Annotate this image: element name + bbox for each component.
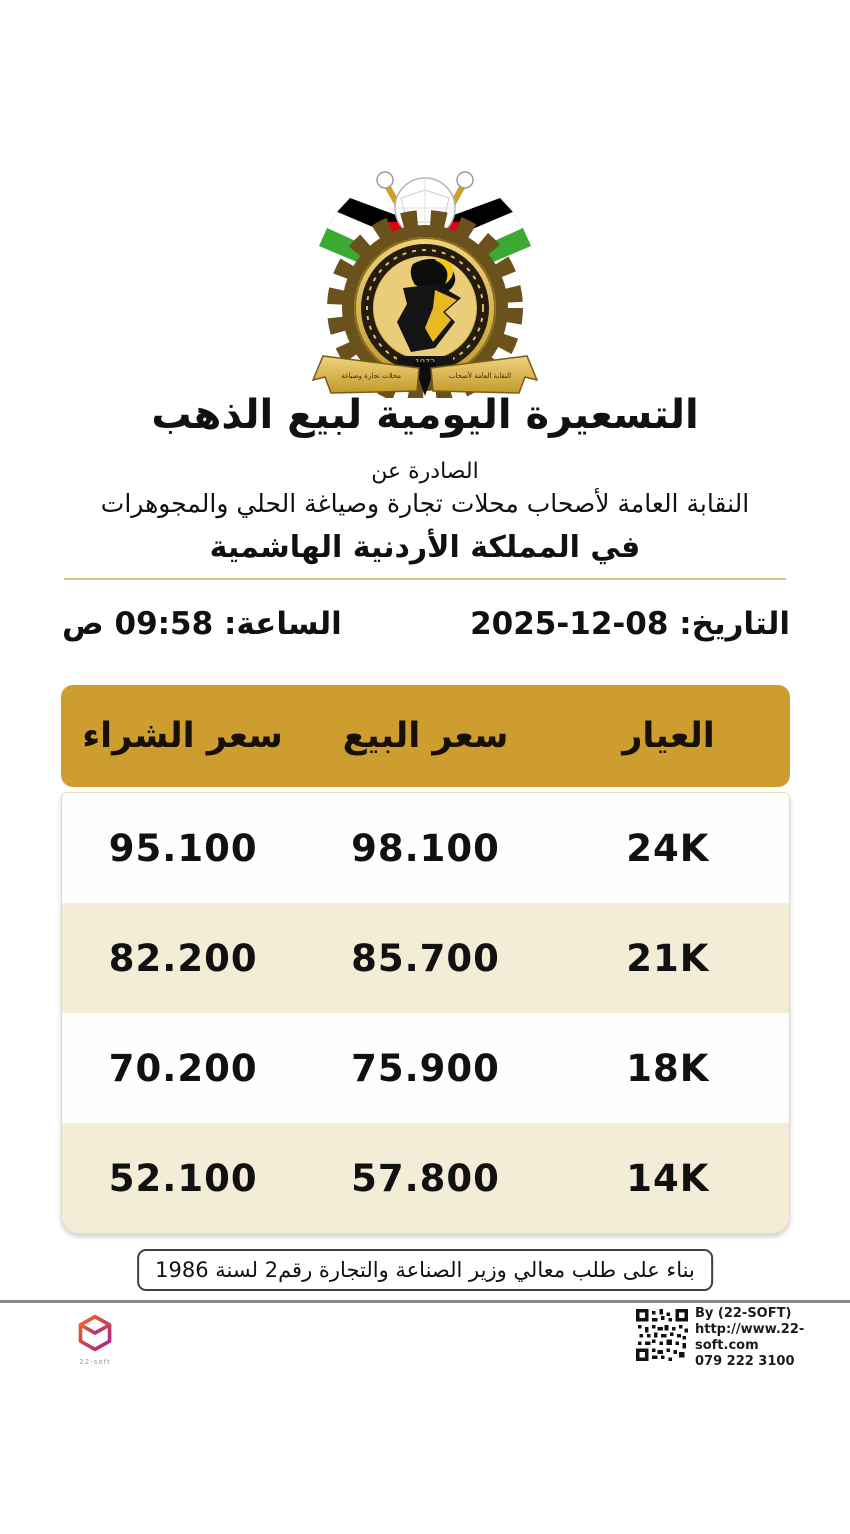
column-header-buy: سعر الشراء (82, 716, 283, 756)
credit-block (636, 1306, 850, 1370)
kingdom-line: في المملكة الأردنية الهاشمية (209, 530, 641, 565)
sell-cell: 98.100 (351, 826, 500, 870)
buy-cell: 82.200 (108, 936, 258, 980)
buy-cell: 52.100 (108, 1156, 258, 1200)
table-row (62, 1013, 789, 1123)
syndicate-emblem-icon (285, 160, 565, 398)
time-label: الساعة: (223, 606, 342, 642)
karat-cell: 14K (626, 1156, 710, 1200)
22soft-brand (70, 1313, 120, 1366)
table-header-row (61, 685, 790, 787)
table-row (62, 903, 789, 1013)
date-field (470, 606, 790, 642)
page-title: التسعيرة اليومية لبيع الذهب (151, 392, 699, 438)
syndicate-line: النقابة العامة لأصحاب محلات تجارة وصياغة الحلي والمجوهرات (100, 489, 750, 518)
table-row (62, 1123, 789, 1233)
gold-divider (64, 578, 786, 580)
column-header-sell: سعر البيع (342, 716, 509, 756)
issued-by-line: الصادرة عن (371, 459, 479, 484)
karat-cell: 18K (626, 1046, 710, 1090)
credit-url-line: http://www.22-soft.com (694, 1322, 805, 1353)
footer-divider (0, 1300, 850, 1303)
sell-cell: 57.800 (351, 1156, 500, 1200)
time-value: 09:58 ص (62, 606, 214, 642)
qr-code-icon (636, 1306, 688, 1364)
cube-logo-caption: 22-soft (79, 1358, 111, 1366)
date-value: 08-12-2025 (470, 606, 669, 642)
karat-cell: 24K (626, 826, 710, 870)
sell-cell: 75.900 (351, 1046, 500, 1090)
date-label: التاريخ: (679, 606, 790, 642)
cube-logo-icon (73, 1313, 117, 1353)
table-row (62, 793, 789, 903)
buy-cell: 70.200 (108, 1046, 258, 1090)
time-field (62, 606, 342, 642)
sell-cell: 85.700 (351, 936, 500, 980)
gold-price-table (61, 685, 790, 1234)
datetime-row (62, 606, 790, 642)
karat-cell: 21K (626, 936, 710, 980)
table-body (61, 792, 790, 1234)
column-header-karat: العيار (622, 716, 715, 756)
credit-phone-line: 079 222 3100 (694, 1354, 795, 1369)
ribbon-banner-icon (313, 356, 537, 396)
ribbon-right-label: النقابة العامة لأصحاب (448, 372, 512, 380)
buy-cell: 95.100 (108, 826, 258, 870)
ribbon-left-label: محلات تجارة وصياغة (340, 372, 402, 380)
credit-by-line: By (22-SOFT) (694, 1306, 792, 1321)
ministry-note: بناء على طلب معالي وزير الصناعة والتجارة رقم2 لسنة 1986 (137, 1249, 713, 1291)
syndicate-emblem (285, 160, 565, 398)
